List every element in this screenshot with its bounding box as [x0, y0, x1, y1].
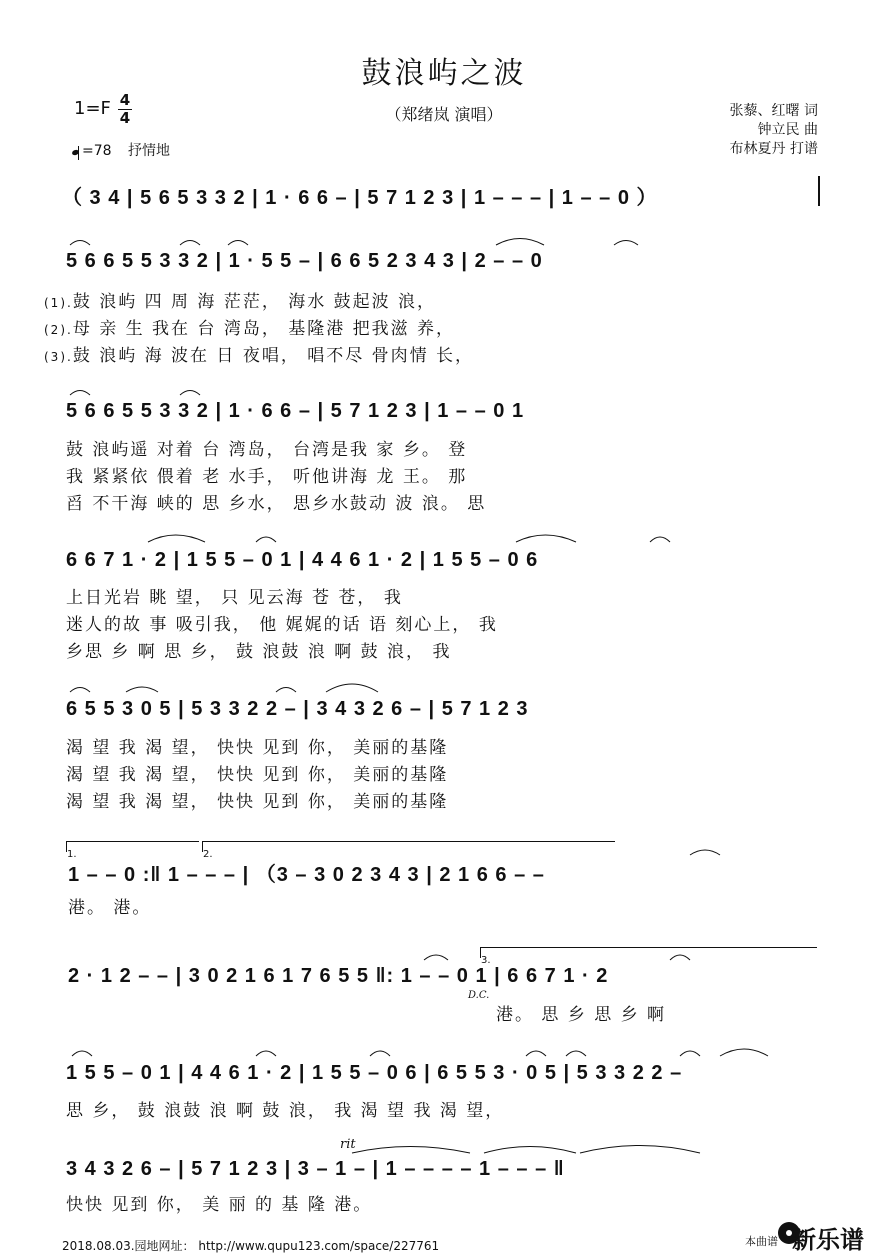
score-row-7-notes: 1 5 5 – 0 1 | 4 4 6 1 · 2 | 1 5 5 – 0 6 | 6 5 5 3 · 0 5 | 5 3 3 2 2 – [66, 1062, 683, 1084]
score-row-5-notes: 1 – – 0 :‖ 1 – – – | （3 – 3 0 2 3 4 3 | 2 1 6 6 – – [68, 864, 545, 886]
volta-bracket-2: 2. [202, 841, 615, 852]
lyric-row-4-verse-1: 渴 望 我 渴 望， 快快 见到 你， 美丽的基隆 [66, 738, 449, 758]
volta-bracket-3: 3. [480, 947, 817, 958]
score-row-2-notes: 5 6 6 5 5 3 3 2 | 1 · 6 6 – | 5 7 1 2 3 | 1 – – 0 1 [66, 400, 525, 422]
barline [818, 176, 820, 206]
rit-marking: rit [340, 1137, 356, 1152]
expression-marking: 抒情地 [128, 143, 170, 159]
time-signature-top: 4 [119, 91, 131, 109]
lyric-row-1-verse-3: (3).鼓 浪屿 海 波在 日 夜唱， 唱不尽 骨肉情 长， [44, 346, 475, 366]
lyric-row-2-verse-1: 鼓 浪屿遥 对着 台 湾岛， 台湾是我 家 乡。 登 [66, 440, 468, 460]
score-row-3-notes: 6 6 7 1 · 2 | 1 5 5 – 0 1 | 4 4 6 1 · 2 | 1 5 5 – 0 6 [66, 549, 539, 571]
lyric-row-6: 港。 思 乡 思 乡 啊 [496, 1005, 667, 1025]
credits [730, 102, 818, 159]
score-row-1-notes: 5 6 6 5 5 3 3 2 | 1 · 5 5 – | 6 6 5 2 3 4 3 | 2 – – 0 [66, 250, 543, 272]
lyric-row-4-verse-2: 渴 望 我 渴 望， 快快 见到 你， 美丽的基隆 [66, 765, 449, 785]
key-signature: 1=F [74, 98, 111, 119]
lyric-row-5: 港。 港。 [68, 898, 152, 918]
lyric-row-1-verse-2: (2).母 亲 生 我在 台 湾岛， 基隆港 把我滋 养， [44, 319, 456, 339]
dc-marking: D.C. [468, 990, 490, 1001]
lyric-row-3-verse-1: 上日光岩 眺 望， 只 见云海 苍 苍， 我 [66, 588, 403, 608]
volta-bracket-1: 1. [66, 841, 199, 852]
page-title: 鼓浪屿之波 [361, 56, 527, 91]
transcriber: 布林夏丹 打谱 [729, 141, 818, 157]
lyric-row-1-verse-1: (1).鼓 浪屿 四 周 海 茫茫， 海水 鼓起波 浪， [44, 292, 437, 312]
score-row-6-notes: 2 · 1 2 – – | 3 0 2 1 6 1 7 6 5 5 ‖: 1 – – 0 1 | 6 6 7 1 · 2 [68, 965, 609, 987]
score-row-4-notes: 6 5 5 3 0 5 | 5 3 3 2 2 – | 3 4 3 2 6 – | 5 7 1 2 3 [66, 698, 529, 720]
footer-url: 2018.08.03.园地网址： http://www.qupu123.com/space/227761 [62, 1239, 440, 1253]
lyric-row-7: 思 乡， 鼓 浪鼓 浪 啊 鼓 浪， 我 渴 望 我 渴 望， [66, 1101, 505, 1121]
time-signature [118, 92, 132, 127]
lyric-row-4-verse-3: 渴 望 我 渴 望， 快快 见到 你， 美丽的基隆 [66, 792, 449, 812]
brand-prefix: 本曲谱 [745, 1235, 778, 1248]
composer: 钟立民 曲 [757, 122, 818, 138]
time-signature-bottom: 4 [119, 109, 131, 127]
score-row-8-notes: 3 4 3 2 6 – | 5 7 1 2 3 | 3 – 1 – | 1 – – – – 1 – – – ‖ [66, 1158, 565, 1180]
lyric-row-3-verse-3: 乡思 乡 啊 思 乡， 鼓 浪鼓 浪 啊 鼓 浪， 我 [66, 642, 452, 662]
lyric-row-2-verse-2: 我 紧紧依 偎着 老 水手， 听他讲海 龙 王。 那 [66, 467, 468, 487]
score-row-0-notes: （ 3 4 | 5 6 5 3 3 2 | 1 · 6 6 – | 5 7 1 2 3 | 1 – – – | 1 – – 0 ） [62, 187, 658, 209]
brand-logo-text: 新乐谱 [792, 1226, 864, 1254]
lyric-row-3-verse-2: 迷人的故 事 吸引我， 他 娓娓的话 语 刻心上， 我 [66, 615, 498, 635]
lyricist: 张藜、红曙 词 [729, 103, 818, 119]
lyric-row-2-verse-3: 舀 不干海 峡的 思 乡水， 思乡水鼓动 波 浪。 思 [66, 494, 487, 514]
tempo-marking [72, 140, 170, 160]
performer-subtitle: （郑绪岚 演唱） [385, 105, 503, 124]
tempo-value: =78 [82, 143, 112, 159]
lyric-row-8: 快快 见到 你， 美 丽 的 基 隆 港。 [66, 1195, 373, 1215]
